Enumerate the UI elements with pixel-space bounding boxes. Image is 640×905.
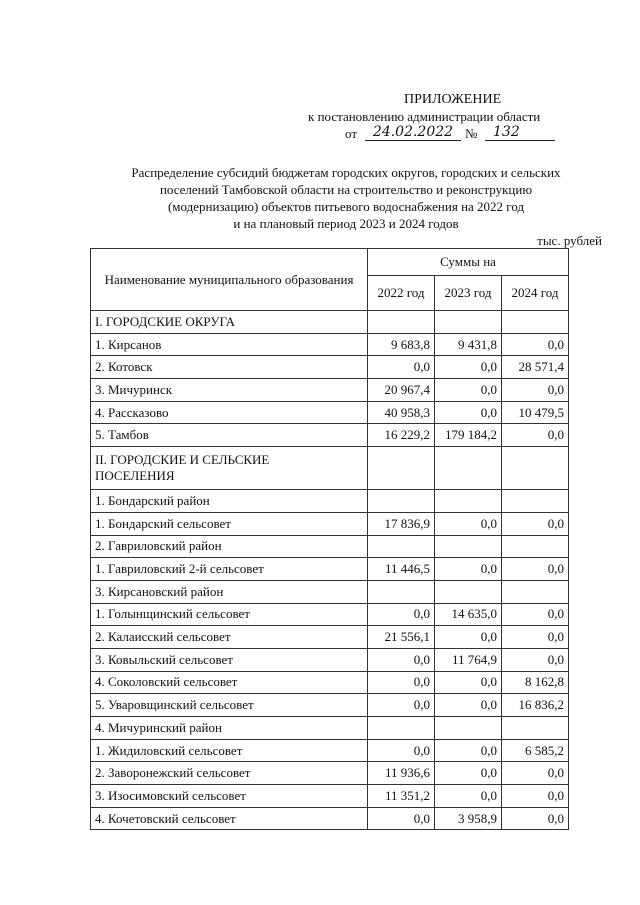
amount-cell: 3 958,9 (435, 807, 502, 830)
empty-cell (368, 311, 435, 334)
amount-cell: 0,0 (502, 626, 569, 649)
table-row (91, 512, 569, 535)
amount-cell: 11 446,5 (368, 558, 435, 581)
amount-cell: 8 162,8 (502, 671, 569, 694)
municipality-name: 4. Рассказово (91, 401, 368, 424)
empty-cell (368, 535, 435, 558)
amount-cell: 0,0 (435, 512, 502, 535)
amount-cell: 6 585,2 (502, 739, 569, 762)
table-row (91, 333, 569, 356)
empty-cell (502, 580, 569, 603)
amount-cell: 11 764,9 (435, 648, 502, 671)
table-row (91, 490, 569, 513)
empty-cell (502, 535, 569, 558)
municipality-name: 1. Голынщинский сельсовет (91, 603, 368, 626)
table-row (91, 603, 569, 626)
municipality-name: 2. Котовск (91, 356, 368, 379)
municipality-name: 3. Ковыльский сельсовет (91, 648, 368, 671)
amount-cell: 9 431,8 (435, 333, 502, 356)
amount-cell: 11 351,2 (368, 785, 435, 808)
empty-cell (435, 447, 502, 490)
amount-cell: 0,0 (368, 671, 435, 694)
heading-line: (модернизацию) объектов питьевого водоснабжения на 2022 год (167, 199, 525, 214)
municipality-name: 2. Калаисский сельсовет (91, 626, 368, 649)
amount-cell: 0,0 (502, 785, 569, 808)
municipality-name: 3. Изосимовский сельсовет (91, 785, 368, 808)
empty-cell (435, 490, 502, 513)
table-row (91, 739, 569, 762)
year-header: 2024 год (502, 276, 569, 311)
amount-cell: 17 836,9 (368, 512, 435, 535)
heading-line: поселений Тамбовской области на строительство и реконструкцию (159, 182, 533, 197)
empty-cell (368, 580, 435, 603)
amount-cell: 0,0 (435, 379, 502, 402)
empty-cell (368, 490, 435, 513)
date-prefix: от (345, 126, 358, 141)
municipality-name: 4. Кочетовский сельсовет (91, 807, 368, 830)
table-row (91, 558, 569, 581)
section-name: II. ГОРОДСКИЕ И СЕЛЬСКИЕ (95, 452, 270, 468)
amount-cell: 0,0 (502, 424, 569, 447)
amount-cell: 0,0 (435, 739, 502, 762)
empty-cell (368, 717, 435, 740)
municipality-name: 3. Мичуринск (91, 379, 368, 402)
amount-cell: 28 571,4 (502, 356, 569, 379)
table-row (91, 311, 569, 334)
amount-cell: 14 635,0 (435, 603, 502, 626)
amount-cell: 0,0 (435, 558, 502, 581)
amount-cell: 0,0 (502, 762, 569, 785)
amount-cell: 40 958,3 (368, 401, 435, 424)
amount-cell: 0,0 (368, 694, 435, 717)
amount-cell: 179 184,2 (435, 424, 502, 447)
amount-cell: 0,0 (435, 694, 502, 717)
heading-line: Распределение субсидий бюджетам городских округов, городских и сельских (131, 165, 561, 180)
amount-cell: 0,0 (368, 603, 435, 626)
handwritten-number: 132 (485, 124, 555, 141)
table-row (91, 580, 569, 603)
amount-cell: 0,0 (435, 356, 502, 379)
units-label: тыс. рублей (537, 233, 602, 248)
appendix-date-line (345, 126, 555, 144)
municipality-name: 1. Бондарский сельсовет (91, 512, 368, 535)
empty-cell (502, 717, 569, 740)
table-row (91, 785, 569, 808)
amount-cell: 0,0 (368, 356, 435, 379)
amount-cell: 0,0 (368, 648, 435, 671)
amount-cell: 11 936,6 (368, 762, 435, 785)
table-row (91, 648, 569, 671)
municipality-name: 1. Кирсанов (91, 333, 368, 356)
amount-cell: 0,0 (368, 807, 435, 830)
amount-cell: 0,0 (502, 648, 569, 671)
municipality-name: 5. Уваровщинский сельсовет (91, 694, 368, 717)
municipality-name: 1. Гавриловский 2-й сельсовет (91, 558, 368, 581)
municipality-name: 2. Заворонежский сельсовет (91, 762, 368, 785)
amount-cell: 0,0 (502, 603, 569, 626)
empty-cell (368, 447, 435, 490)
table-row (91, 671, 569, 694)
district-name: 2. Гавриловский район (91, 535, 368, 558)
year-header: 2022 год (368, 276, 435, 311)
table-row (91, 807, 569, 830)
empty-cell (435, 311, 502, 334)
amount-cell: 0,0 (435, 401, 502, 424)
sums-header: Суммы на (368, 249, 569, 276)
table-row (91, 447, 569, 490)
empty-cell (502, 447, 569, 490)
municipality-name: 4. Соколовский сельсовет (91, 671, 368, 694)
municipality-name: 5. Тамбов (91, 424, 368, 447)
subsidy-table (90, 248, 569, 830)
empty-cell (435, 535, 502, 558)
table-row (91, 535, 569, 558)
empty-cell (502, 311, 569, 334)
amount-cell: 0,0 (502, 807, 569, 830)
amount-cell: 0,0 (435, 785, 502, 808)
amount-cell: 21 556,1 (368, 626, 435, 649)
appendix-title: ПРИЛОЖЕНИЕ (404, 92, 502, 107)
name-column-header: Наименование муниципального образования (91, 249, 368, 311)
amount-cell: 0,0 (435, 626, 502, 649)
table-row (91, 694, 569, 717)
table-row (91, 356, 569, 379)
section-cell (91, 447, 368, 490)
amount-cell: 0,0 (502, 512, 569, 535)
table-row (91, 379, 569, 402)
year-header: 2023 год (435, 276, 502, 311)
amount-cell: 16 836,2 (502, 694, 569, 717)
table-row (91, 401, 569, 424)
empty-cell (502, 490, 569, 513)
empty-cell (435, 717, 502, 740)
table-row (91, 762, 569, 785)
table-row (91, 717, 569, 740)
amount-cell: 9 683,8 (368, 333, 435, 356)
amount-cell: 0,0 (368, 739, 435, 762)
empty-cell (435, 580, 502, 603)
amount-cell: 0,0 (502, 379, 569, 402)
amount-cell: 0,0 (502, 558, 569, 581)
table-row (91, 626, 569, 649)
heading-line: и на плановый период 2023 и 2024 годов (233, 216, 459, 231)
table-row (91, 424, 569, 447)
district-name: 1. Бондарский район (91, 490, 368, 513)
document-heading (90, 164, 602, 232)
section-name: I. ГОРОДСКИЕ ОКРУГА (91, 311, 368, 334)
table-body (91, 311, 569, 830)
amount-cell: 0,0 (435, 762, 502, 785)
number-prefix: № (465, 126, 478, 141)
municipality-name: 1. Жидиловский сельсовет (91, 739, 368, 762)
amount-cell: 0,0 (502, 333, 569, 356)
section-name: ПОСЕЛЕНИЯ (95, 468, 175, 484)
amount-cell: 16 229,2 (368, 424, 435, 447)
amount-cell: 10 479,5 (502, 401, 569, 424)
appendix-subtitle: к постановлению администрации области (308, 109, 541, 124)
district-name: 4. Мичуринский район (91, 717, 368, 740)
amount-cell: 20 967,4 (368, 379, 435, 402)
district-name: 3. Кирсановский район (91, 580, 368, 603)
handwritten-date: 24.02.2022 (365, 124, 461, 141)
amount-cell: 0,0 (435, 671, 502, 694)
